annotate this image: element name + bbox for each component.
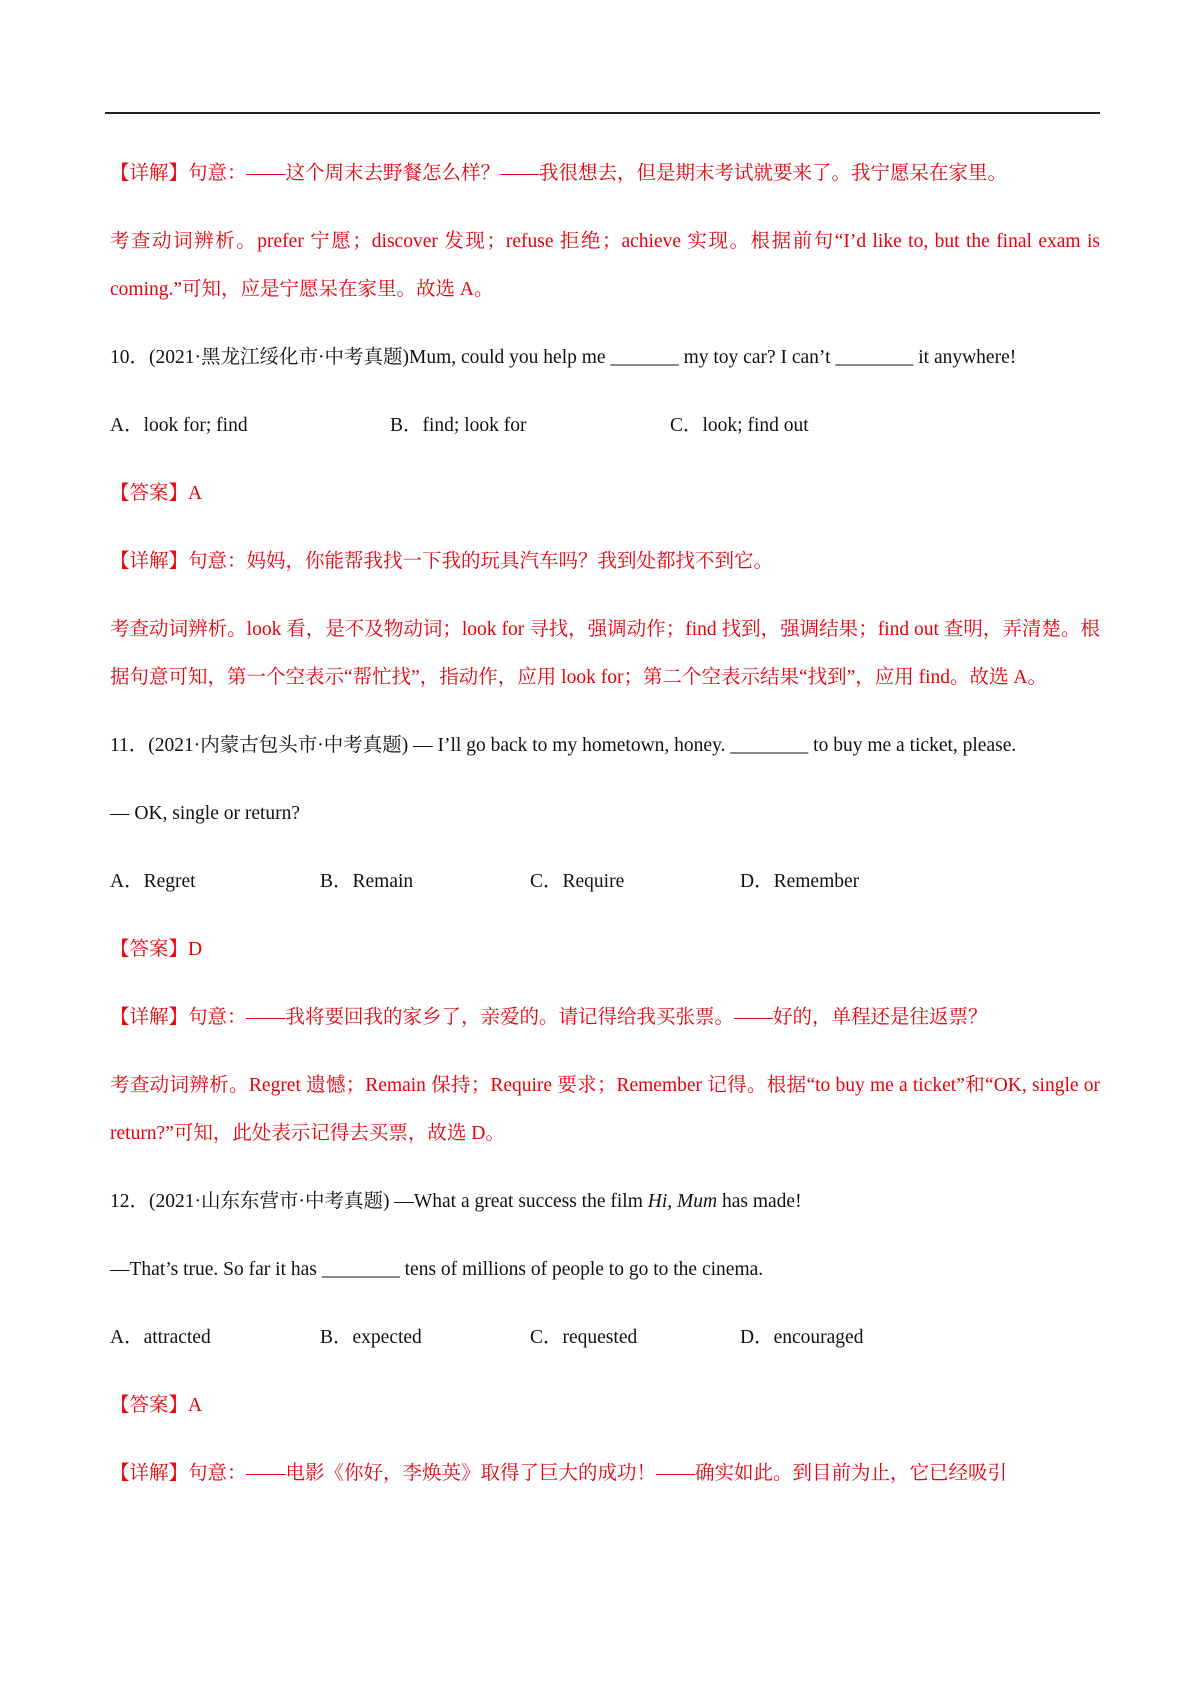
q12-stem-part2: has made! (717, 1191, 802, 1212)
q11-option-d: D．Remember (740, 871, 860, 892)
q10-option-c: C．look; find out (670, 415, 809, 436)
header-rule (105, 112, 1100, 114)
q9-analysis: 考查动词辨析。prefer 宁愿；discover 发现；refuse 拒绝；achieve 实现。根据前句“I’d like to, but the final exam is coming.”可知，应是宁愿呆在家里。故选 A。 (110, 231, 1100, 300)
q12-stem (110, 1178, 1100, 1226)
q10-option-b: B．find; look for (390, 415, 527, 436)
q12-stem-reply: —That’s true. So far it has ________ tens of millions of people to go to the cinema. (110, 1259, 764, 1280)
q12-option-a: A．attracted (110, 1327, 211, 1348)
q11-option-a: A．Regret (110, 871, 196, 892)
q12-answer: 【答案】A (110, 1395, 203, 1416)
q10-options (110, 402, 1100, 450)
document-body (110, 150, 1100, 1518)
q9-detail: 【详解】句意：——这个周末去野餐怎么样？——我很想去，但是期末考试就要来了。我宁愿呆在家里。 (110, 163, 1008, 184)
q11-stem-reply: — OK, single or return? (110, 803, 301, 824)
q12-options (110, 1314, 1100, 1362)
q11-option-b: B．Remain (320, 871, 414, 892)
q10-answer: 【答案】A (110, 483, 203, 504)
q11-stem: 11．(2021·内蒙古包头市·中考真题) — I’ll go back to my hometown, honey. ________ to buy me a ticket, please. (110, 735, 1017, 756)
q10-stem: 10．(2021·黑龙江绥化市·中考真题)Mum, could you help me _______ my toy car? I can’t ________ it anywhere! (110, 347, 1017, 368)
q11-detail: 【详解】句意：——我将要回我的家乡了，亲爱的。请记得给我买张票。——好的，单程还是往返票？ (110, 1007, 988, 1028)
q10-option-a: A．look for; find (110, 415, 248, 436)
q11-analysis: 考查动词辨析。Regret 遗憾；Remain 保持；Require 要求；Remember 记得。根据“to buy me a ticket”和“OK, single or return?”可知，此处表示记得去买票，故选 D。 (110, 1075, 1100, 1144)
q12-option-b: B．expected (320, 1327, 422, 1348)
q12-stem-part1: 12．(2021·山东东营市·中考真题) —What a great success the film (110, 1191, 648, 1212)
q10-detail: 【详解】句意：妈妈，你能帮我找一下我的玩具汽车吗？我到处都找不到它。 (110, 551, 774, 572)
q11-option-c: C．Require (530, 871, 625, 892)
q12-film-title: Hi, Mum (647, 1191, 718, 1212)
q10-analysis: 考查动词辨析。look 看，是不及物动词；look for 寻找，强调动作；find 找到，强调结果；find out 查明，弄清楚。根据句意可知，第一个空表示“帮忙找”，指动作，应用 look for；第二个空表示结果“找到”，应用 find。故选 A。 (110, 619, 1100, 688)
q11-answer: 【答案】D (110, 939, 203, 960)
q12-detail: 【详解】句意：——电影《你好，李焕英》取得了巨大的成功！——确实如此。到目前为止，它已经吸引 (110, 1463, 1008, 1484)
q12-option-d: D．encouraged (740, 1327, 864, 1348)
q12-option-c: C．requested (530, 1327, 638, 1348)
q11-options (110, 858, 1100, 906)
